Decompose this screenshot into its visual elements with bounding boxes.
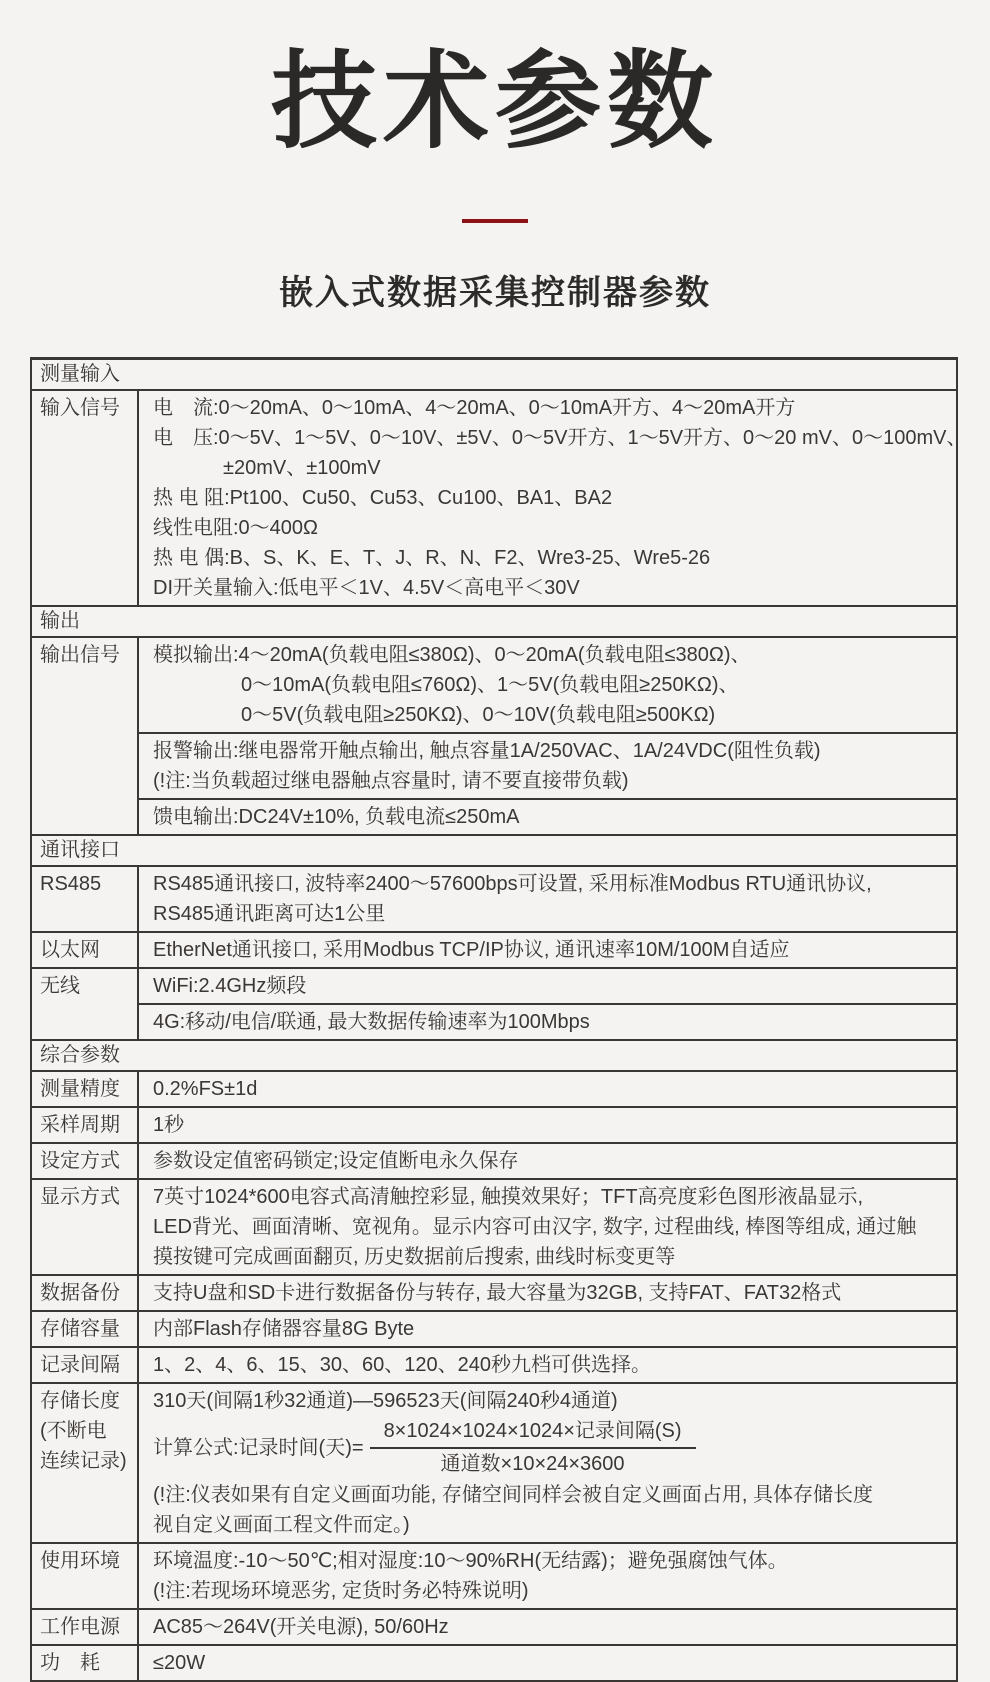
spec-text-line: (!注:当负载超过继电器触点容量时, 请不要直接带负载) — [153, 769, 629, 792]
spec-text-line: RS485通讯接口, 波特率2400～57600bps可设置, 采用标准Modbus RTU通讯协议, — [153, 872, 872, 895]
formula-numerator: 8×1024×1024×1024×记录间隔(S) — [370, 1417, 696, 1449]
spec-label-line: 存储长度 — [40, 1389, 120, 1412]
spec-text-line: 电 流:0～20mA、0～10mA、4～20mA、0～10mA开方、4～20mA开方 — [153, 396, 796, 419]
title-accent-divider — [462, 219, 528, 223]
spec-row-capacity — [32, 1310, 956, 1346]
spec-row-value — [139, 1144, 956, 1178]
spec-text-line: 0.2%FS±1d — [153, 1077, 258, 1100]
spec-text-line: 环境温度:-10～50℃;相对湿度:10～90%RH(无结露)；避免强腐蚀气体。 — [153, 1549, 788, 1572]
spec-row-value — [139, 1108, 956, 1142]
spec-row-wireless — [32, 967, 956, 1039]
spec-table — [30, 357, 967, 1682]
section-header-general: 综合参数 — [32, 1039, 956, 1070]
spec-text-line: DI开关量输入:低电平＜1V、4.5V＜高电平＜30V — [153, 576, 580, 599]
spec-row-power — [32, 1608, 956, 1644]
spec-text-line: 参数设定值密码锁定;设定值断电永久保存 — [153, 1149, 519, 1172]
4g-block — [139, 1003, 956, 1039]
spec-text-line: 0～10mA(负载电阻≤760Ω)、1～5V(负载电阻≥250KΩ)、 — [241, 673, 739, 696]
spec-row-label: 设定方式 — [32, 1144, 139, 1178]
spec-row-label: RS485 — [32, 867, 139, 931]
spec-text-line: 7英寸1024*600电容式高清触控彩显, 触摸效果好；TFT高亮度彩色图形液晶显示, — [153, 1185, 864, 1208]
spec-text-line: 热 电 阻:Pt100、Cu50、Cu53、Cu100、BA1、BA2 — [153, 486, 613, 509]
alarm-output-block — [139, 732, 956, 798]
analog-output-block — [139, 638, 956, 732]
spec-row-rs485 — [32, 865, 956, 931]
wifi-block — [139, 969, 956, 1003]
spec-row-value — [139, 1072, 956, 1106]
spec-row-sampling — [32, 1106, 956, 1142]
spec-row-value — [139, 1384, 956, 1542]
spec-row-label: 存储容量 — [32, 1312, 139, 1346]
spec-row-interval — [32, 1346, 956, 1382]
spec-row-ethernet — [32, 931, 956, 967]
spec-row-value — [139, 1180, 956, 1274]
spec-row-label — [32, 1384, 139, 1542]
spec-text-line: 1秒 — [153, 1113, 185, 1136]
spec-row-label: 采样周期 — [32, 1108, 139, 1142]
spec-text-line: 4G:移动/电信/联通, 最大数据传输速率为100Mbps — [153, 1010, 590, 1033]
page-subtitle: 嵌入式数据采集控制器参数 — [279, 273, 711, 312]
feed-output-block — [139, 798, 956, 834]
spec-row-display — [32, 1178, 956, 1274]
spec-row-label: 功 耗 — [32, 1646, 139, 1680]
spec-text-line: 0～5V(负载电阻≥250KΩ)、0～10V(负载电阻≥500KΩ) — [241, 703, 716, 726]
storage-formula — [153, 1417, 946, 1479]
spec-text-line: 电 压:0～5V、1～5V、0～10V、±5V、0～5V开方、1～5V开方、0～20 mV、0～100mV、 — [153, 426, 967, 449]
spec-text-line: LED背光、画面清晰、宽视角。显示内容可由汉字, 数字, 过程曲线, 棒图等组成, 通过触 — [153, 1215, 917, 1238]
spec-text-line: 热 电 偶:B、S、K、E、T、J、R、N、F2、Wre3-25、Wre5-26 — [153, 546, 711, 569]
spec-text-line: ≤20W — [153, 1651, 206, 1674]
spec-text-line: 线性电阻:0～400Ω — [153, 516, 318, 539]
spec-text-line: WiFi:2.4GHz频段 — [153, 974, 307, 997]
spec-text-line: 支持U盘和SD卡进行数据备份与转存, 最大容量为32GB, 支持FAT、FAT32格式 — [153, 1281, 842, 1304]
spec-row-value — [139, 867, 956, 931]
spec-row-label: 无线 — [32, 969, 139, 1039]
spec-row-label: 工作电源 — [32, 1610, 139, 1644]
spec-text-line: (!注:仪表如果有自定义画面功能, 存储空间同样会被自定义画面占用, 具体存储长度 — [153, 1483, 873, 1506]
spec-row-label: 数据备份 — [32, 1276, 139, 1310]
spec-row-setting — [32, 1142, 956, 1178]
spec-text-line: 模拟输出:4～20mA(负载电阻≤380Ω)、0～20mA(负载电阻≤380Ω)、 — [153, 643, 751, 666]
spec-label-line: 连续记录) — [40, 1449, 127, 1472]
spec-row-value — [139, 1348, 956, 1382]
spec-row-label: 显示方式 — [32, 1180, 139, 1274]
spec-row-output-signal — [32, 636, 956, 834]
section-header-output: 输出 — [32, 605, 956, 636]
spec-text-line: 310天(间隔1秒32通道)—596523天(间隔240秒4通道) — [153, 1389, 618, 1412]
formula-fraction — [370, 1417, 696, 1479]
section-header-comm: 通讯接口 — [32, 834, 956, 865]
spec-row-value — [139, 933, 956, 967]
spec-text-line: AC85～264V(开关电源), 50/60Hz — [153, 1615, 449, 1638]
spec-row-value — [139, 1646, 956, 1680]
spec-text-line: 视自定义画面工程文件而定。) — [153, 1513, 410, 1536]
spec-row-backup — [32, 1274, 956, 1310]
spec-label-line: (不断电 — [40, 1419, 107, 1442]
spec-row-value — [139, 1544, 956, 1608]
formula-prefix: 计算公式:记录时间(天)= — [153, 1436, 364, 1459]
spec-text-line: 报警输出:继电器常开触点输出, 触点容量1A/250VAC、1A/24VDC(阻性负载) — [153, 739, 821, 762]
spec-text-line: 内部Flash存储器容量8G Byte — [153, 1317, 415, 1340]
spec-text-line: (!注:若现场环境恶劣, 定货时务必特殊说明) — [153, 1579, 529, 1602]
spec-row-accuracy — [32, 1070, 956, 1106]
spec-row-label: 输入信号 — [32, 391, 139, 605]
formula-denominator: 通道数×10×24×3600 — [440, 1452, 625, 1475]
spec-text-line: EtherNet通讯接口, 采用Modbus TCP/IP协议, 通讯速率10M/100M自适应 — [153, 938, 790, 961]
spec-row-label: 记录间隔 — [32, 1348, 139, 1382]
spec-row-storage-length — [32, 1382, 956, 1542]
spec-row-value — [139, 1276, 956, 1310]
spec-row-consumption — [32, 1644, 956, 1680]
spec-row-label: 测量精度 — [32, 1072, 139, 1106]
spec-row-label: 输出信号 — [32, 638, 139, 834]
spec-row-label: 以太网 — [32, 933, 139, 967]
spec-text-line: 摸按键可完成画面翻页, 历史数据前后搜索, 曲线时标变更等 — [153, 1245, 676, 1268]
spec-row-value — [139, 638, 956, 834]
spec-row-input-signal — [32, 389, 967, 605]
spec-text-line: 馈电输出:DC24V±10%, 负载电流≤250mA — [153, 805, 520, 828]
spec-text-line: RS485通讯距离可达1公里 — [153, 902, 386, 925]
page — [0, 36, 990, 1682]
spec-row-label: 使用环境 — [32, 1544, 139, 1608]
spec-row-environment — [32, 1542, 956, 1608]
page-title: 技术参数 — [271, 43, 719, 161]
spec-row-value — [139, 969, 956, 1039]
spec-row-value — [139, 1312, 956, 1346]
spec-row-value — [139, 391, 967, 605]
spec-row-value — [139, 1610, 956, 1644]
spec-text-line: ±20mV、±100mV — [223, 456, 381, 479]
section-header-measure-input: 测量输入 — [40, 362, 120, 385]
spec-text-line: 1、2、4、6、15、30、60、120、240秒九档可供选择。 — [153, 1353, 651, 1376]
